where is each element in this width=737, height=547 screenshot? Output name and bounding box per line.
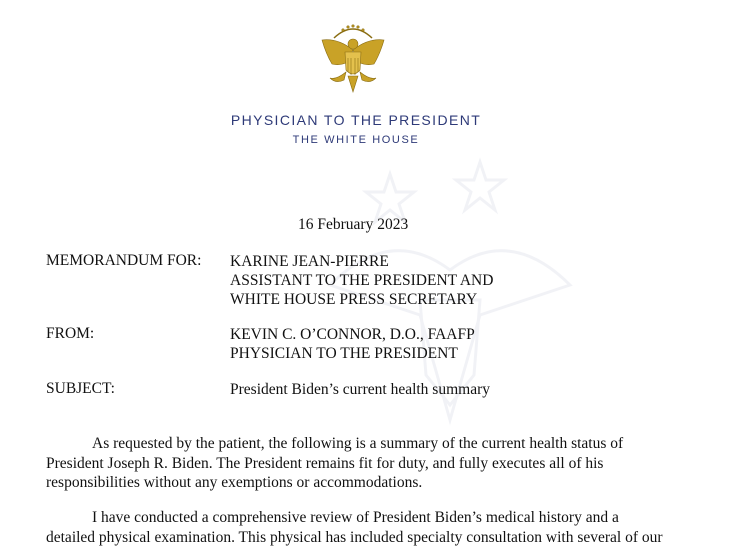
memo-for-line: KARINE JEAN-PIERRE [230, 252, 493, 271]
memo-subject-label: SUBJECT: [46, 380, 115, 398]
memo-from-line: KEVIN C. O’CONNOR, D.O., FAAFP [230, 325, 475, 344]
letterhead-subtitle: THE WHITE HOUSE [0, 134, 712, 146]
memo-for-recipient [230, 252, 493, 309]
body-paragraph-2 [46, 508, 686, 547]
letterhead-title: PHYSICIAN TO THE PRESIDENT [0, 112, 712, 128]
paragraph-line: President Joseph R. Biden. The President remains fit for duty, and fully executes all of his [46, 454, 686, 474]
memo-for-label: MEMORANDUM FOR: [46, 252, 201, 270]
paragraph-line: I have conducted a comprehensive review of President Biden’s medical history and a [46, 508, 686, 528]
memo-from-line: PHYSICIAN TO THE PRESIDENT [230, 344, 475, 363]
paragraph-line: As requested by the patient, the following is a summary of the current health status of [46, 434, 686, 454]
memo-for-line: ASSISTANT TO THE PRESIDENT AND [230, 271, 493, 290]
memo-from-label: FROM: [46, 325, 94, 343]
memo-for-line: WHITE HOUSE PRESS SECRETARY [230, 290, 493, 309]
paragraph-line: detailed physical examination. This physical has included specialty consultation with several of our [46, 528, 686, 547]
memo-from-sender [230, 325, 475, 363]
memo-subject: President Biden’s current health summary [230, 380, 490, 399]
paragraph-line: responsibilities without any exemptions or accommodations. [46, 473, 686, 493]
presidential-seal-icon [318, 20, 388, 95]
body-paragraph-1 [46, 434, 686, 493]
memo-date: 16 February 2023 [298, 216, 408, 234]
